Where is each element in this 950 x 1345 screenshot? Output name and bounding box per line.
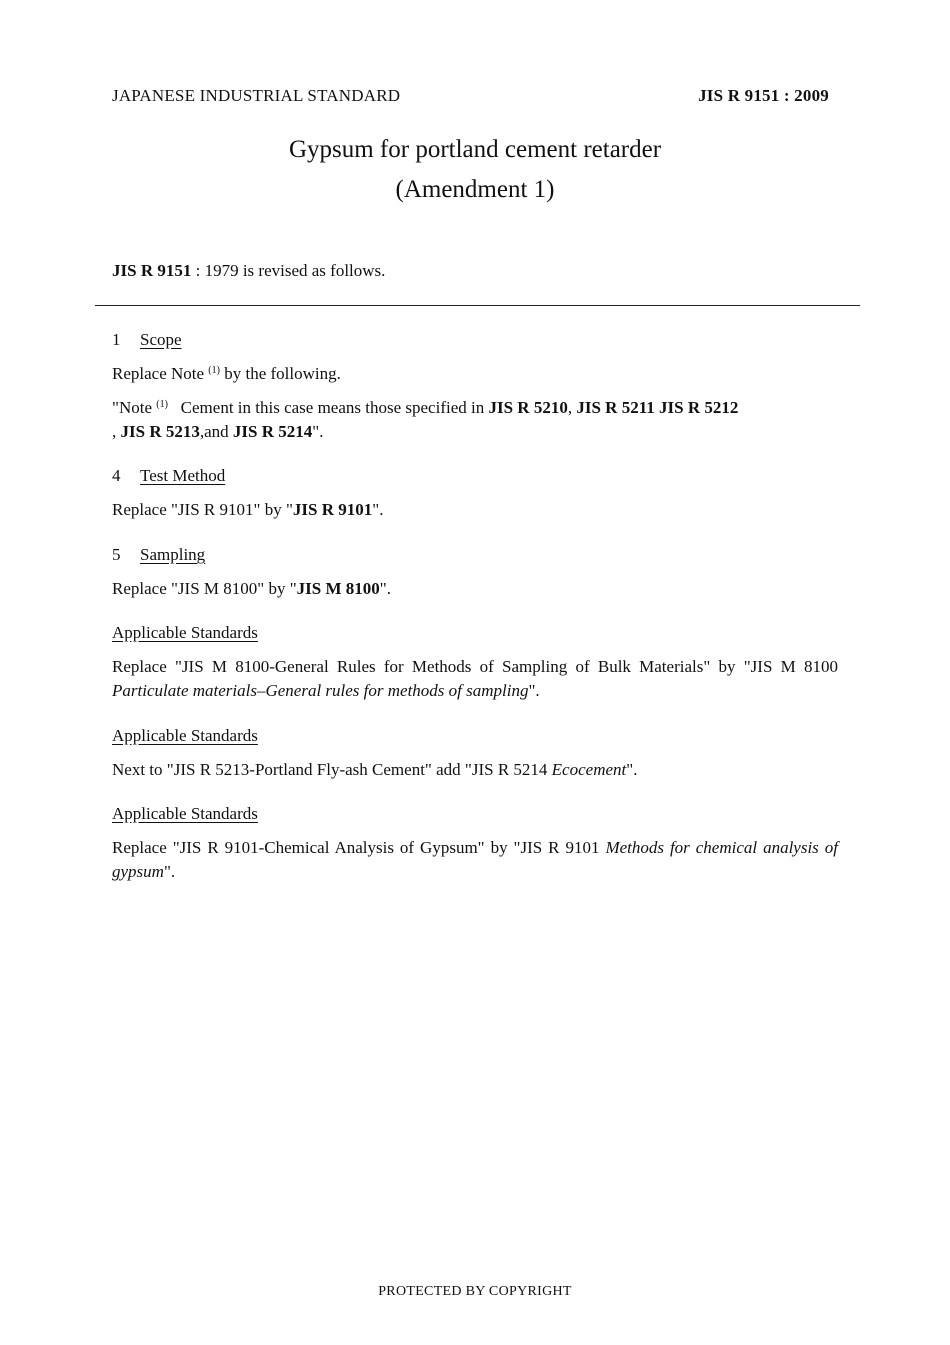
- note-marker: (1): [208, 365, 220, 376]
- applicable-standards-heading-1: Applicable Standards: [112, 623, 258, 642]
- italic-title: Ecocement: [551, 760, 627, 779]
- text-run: ".: [379, 579, 391, 598]
- text-run: ".: [626, 760, 638, 779]
- applicable-standards-paragraph-3: [112, 836, 838, 884]
- text-run: ,: [567, 398, 577, 417]
- section-heading-test-method: [112, 464, 225, 488]
- header-standard-name: JAPANESE INDUSTRIAL STANDARD: [112, 86, 401, 105]
- horizontal-rule: [95, 305, 860, 306]
- text-run: ".: [163, 862, 176, 881]
- text-run: Replace "JIS M 8100" by ": [112, 579, 297, 598]
- section-title: Test Method: [140, 466, 226, 485]
- standard-ref: JIS R 5214: [232, 422, 313, 441]
- standard-ref: JIS M 8100: [296, 579, 380, 598]
- test-method-paragraph: [112, 498, 383, 522]
- text-run: Replace "JIS R 9101-Chemical Analysis of Gypsum" by "JIS R 9101: [112, 838, 606, 857]
- text-run: Next to "JIS R 5213-Portland Fly-ash Cement" add "JIS R 5214: [112, 760, 552, 779]
- scope-paragraph-1: [112, 362, 341, 386]
- scope-paragraph-2-line-2: [112, 420, 323, 444]
- standard-ref: JIS R 9101: [292, 500, 373, 519]
- note-marker: (1): [156, 399, 168, 410]
- text-run: ".: [312, 422, 324, 441]
- standard-ref: JIS R 5211: [576, 398, 655, 417]
- text-run: Cement in this case means those specified in: [167, 398, 489, 417]
- text-run: "Note: [112, 398, 157, 417]
- italic-title: Methods for chemical analysis of gypsum: [112, 838, 838, 881]
- copyright-footer: PROTECTED BY COPYRIGHT: [378, 1284, 572, 1299]
- sampling-paragraph: [112, 577, 391, 601]
- intro-line: [112, 259, 385, 283]
- text-run: Replace Note: [112, 364, 209, 383]
- standard-ref: JIS R 5210: [488, 398, 568, 417]
- section-heading-scope: [112, 328, 182, 352]
- document-title: Gypsum for portland cement retarder: [288, 136, 662, 163]
- section-title: Scope: [140, 330, 182, 349]
- text-run: by the following.: [219, 364, 341, 383]
- section-number: 1: [112, 330, 121, 349]
- document-subtitle: (Amendment 1): [395, 176, 555, 203]
- intro-code: JIS R 9151: [112, 261, 192, 280]
- applicable-standards-paragraph-1: [112, 655, 838, 703]
- header-standard-code: JIS R 9151 : 2009: [698, 86, 829, 105]
- intro-text: : 1979 is revised as follows.: [191, 261, 386, 280]
- applicable-standards-heading-2: Applicable Standards: [112, 726, 258, 745]
- text-run: ,and: [199, 422, 233, 441]
- section-heading-sampling: [112, 543, 205, 567]
- italic-title: Particulate materials–General rules for methods of sampling: [112, 681, 529, 700]
- section-title: Sampling: [140, 545, 206, 564]
- section-number: 4: [112, 466, 121, 485]
- standard-ref: JIS R 5212: [659, 398, 739, 417]
- text-run: Replace "JIS M 8100-General Rules for Methods of Sampling of Bulk Materials" by "JIS M 8100: [112, 657, 838, 676]
- text-run: ".: [372, 500, 384, 519]
- section-number: 5: [112, 545, 121, 564]
- text-run: ,: [112, 422, 121, 441]
- text-run: ".: [528, 681, 540, 700]
- applicable-standards-heading-3: Applicable Standards: [112, 804, 258, 823]
- text-run: Replace "JIS R 9101" by ": [112, 500, 293, 519]
- scope-paragraph-2-line-1: [112, 396, 738, 420]
- standard-ref: JIS R 5213: [120, 422, 200, 441]
- applicable-standards-paragraph-2: [112, 758, 637, 782]
